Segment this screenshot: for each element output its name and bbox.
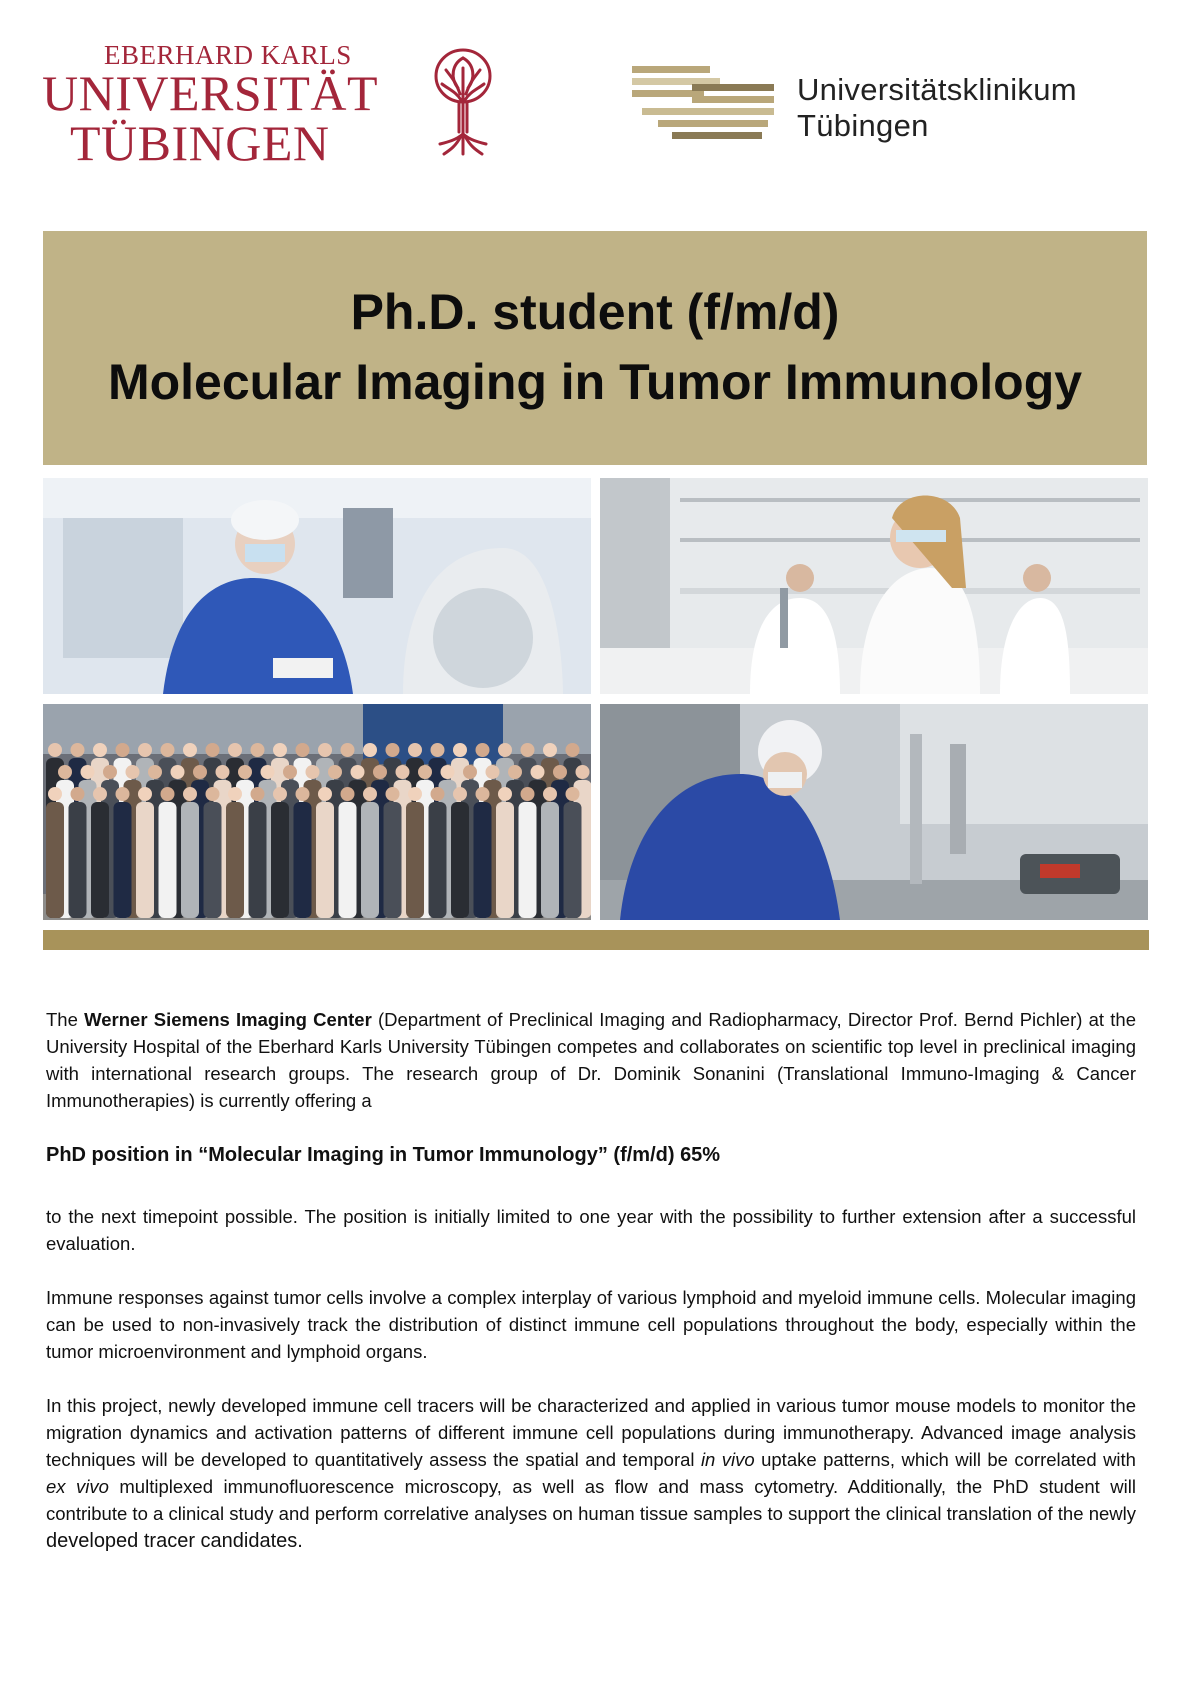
in-vivo-term: in vivo [700, 1449, 755, 1470]
center-name: Werner Siemens Imaging Center [84, 1009, 372, 1030]
start-date-paragraph: to the next timepoint possible. The position is initially limited to one year with the possibility to further extension after a successful evaluation. [46, 1206, 1136, 1254]
project-text-b: uptake patterns, which will be correlated with [754, 1449, 1136, 1470]
university-logo [42, 40, 402, 170]
photo-scanner-researcher [43, 478, 591, 694]
position-heading: PhD position in “Molecular Imaging in Tumor Immunology” (f/m/d) 65% [46, 1144, 721, 1166]
intro-paragraph [46, 1006, 1136, 1114]
page-subtitle: Molecular Imaging in Tumor Immunology [107, 354, 1083, 410]
clinic-logo [632, 62, 1132, 152]
photo-team-group [43, 704, 591, 920]
accent-bar [43, 930, 1149, 950]
background-paragraph: Immune responses against tumor cells involve a complex interplay of various lymphoid and myeloid immune cells. Molecular imaging can be used to non-invasively track the distribution of distinct immune cell populations throughout the body, especially within the tumor microenvironment and lymphoid organs. [46, 1287, 1136, 1362]
clinic-stripes-icon [632, 66, 774, 144]
project-text-a: In this project, newly developed immune cell tracers will be characterized and applied in various tumor mouse models to monitor the migration dynamics and activation patterns of different immune cell populations during immunotherapy. Advanced image analysis techniques will be developed to quantitatively assess the spatial and temporal [46, 1395, 1136, 1470]
title-banner [43, 231, 1147, 465]
photo-lab-pipette [600, 478, 1148, 694]
university-logo-line3: TÜBINGEN [70, 115, 330, 171]
project-paragraph [46, 1392, 1136, 1555]
tree-emblem-icon [432, 48, 494, 158]
intro-pre: The [46, 1009, 85, 1030]
clinic-name-line1: Universitätsklinikum [797, 72, 1077, 107]
intro-text: (Department of Preclinical Imaging and Radiopharmacy, Director Prof. Bernd Pichler) at the University Hospital of the Eberhard Karls University Tübingen competes and collaborates on scientific top level in preclinical imaging with international research groups. The research group of Dr. Dominik Sonanini (Translational Immuno-Imaging & Cancer Immunotherapies) is currently offering a [46, 1009, 1136, 1111]
project-text-c: multiplexed immunofluorescence microscopy, as well as flow and mass cytometry. Additionally, the PhD student will contribute to a clinical study and perform correlative analyses on human tissue samples to support the clinical translation of the newly [46, 1476, 1136, 1524]
clinic-name-line2: Tübingen [797, 108, 929, 143]
project-text-d: developed tracer candidates. [46, 1530, 303, 1552]
ex-vivo-term: ex vivo [46, 1476, 109, 1497]
university-logo-line1: EBERHARD KARLS [104, 40, 352, 70]
page-title: Ph.D. student (f/m/d) [350, 284, 840, 340]
photo-lab-equipment [600, 704, 1148, 920]
university-logo-line2: UNIVERSITÄT [42, 65, 379, 121]
